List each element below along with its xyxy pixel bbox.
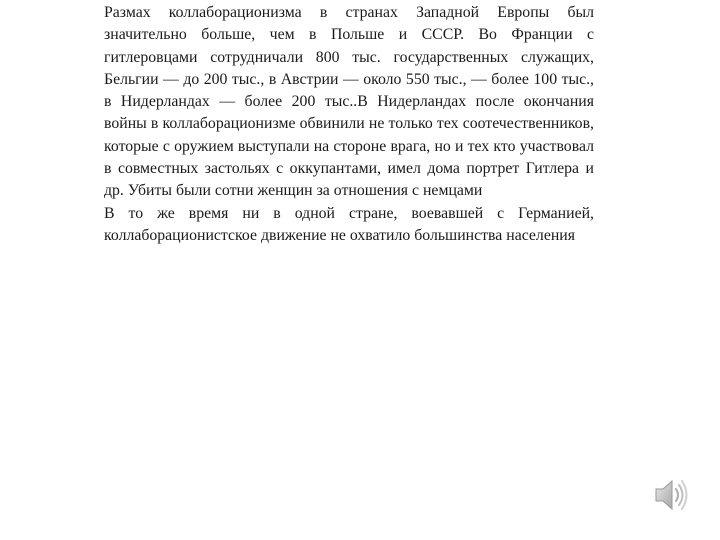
speaker-icon[interactable] xyxy=(652,472,692,518)
paragraph-1: Размах коллаборационизма в странах Западной Европы был значительно больше, чем в Польше и СССР. Во Франции с гитлеровцами сотрудничали 800 тыс. государственных служащих, Бельгии — до 200 тыс., в Австрии — около 550 тыс., — более 100 тыс., в Нидерландах — более 200 тыс..В Нидерландах после окончания войны в коллаборационизме обвинили не только тех соотечественников, которые с оружием выступали на стороне врага, но и тех кто участвовал в совместных застольях с оккупантами, имел дома портрет Гитлера и др. Убиты были сотни женщин за отношения с немцами xyxy=(104,4,594,200)
paragraph-2: В то же время ни в одной стране, воевавшей с Германией, коллаборационистское движение не охватило большинства населения xyxy=(104,204,594,244)
body-text xyxy=(104,2,594,247)
